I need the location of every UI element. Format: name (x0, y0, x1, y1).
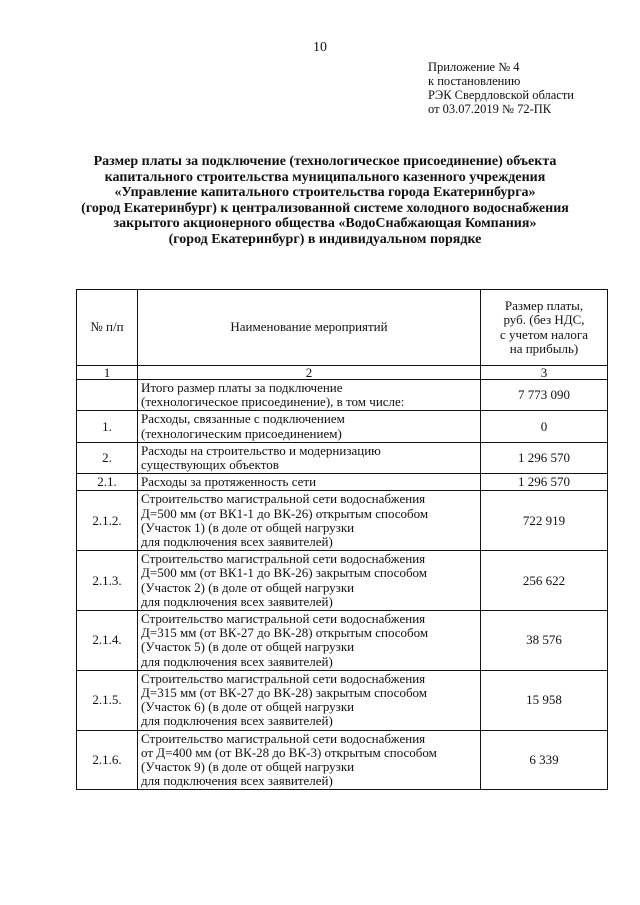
row-number: 2.1. (77, 474, 138, 491)
row-name-line: Д=315 мм (от ВК-27 до ВК-28) открытым способом (141, 625, 429, 641)
row-name (138, 551, 481, 611)
row-name-line: для подключения всех заявителей) (141, 713, 333, 729)
row-amount: 1 296 570 (481, 474, 608, 491)
row-name-line: (Участок 1) (в доле от общей нагрузки (141, 519, 355, 535)
header-amount-line: руб. (без НДС, (503, 312, 585, 328)
row-name-line: Строительство магистральной сети водоснабжения (141, 551, 426, 567)
row-name-line: (Участок 5) (в доле от общей нагрузки (141, 639, 355, 655)
row-name-line: существующих объектов (141, 457, 279, 473)
row-amount: 7 773 090 (481, 380, 608, 411)
title-line: (город Екатеринбург) к централизованной системе холодного водоснабжения (81, 200, 569, 216)
row-name (138, 380, 481, 411)
column-number: 2 (138, 366, 481, 380)
row-number: 2.1.3. (77, 551, 138, 611)
table-row (77, 442, 608, 473)
header-amount-line: на прибыль) (509, 340, 579, 356)
row-name (138, 411, 481, 442)
row-name-line: Строительство магистральной сети водоснабжения (141, 491, 426, 507)
column-number: 3 (481, 366, 608, 380)
row-name-line: (технологическое присоединение), в том числе: (141, 394, 405, 410)
header-num: № п/п (77, 290, 138, 366)
table-header-row (77, 290, 608, 366)
title-line: «Управление капитального строительства города Екатеринбурга» (114, 185, 536, 201)
row-name (138, 474, 481, 491)
document-title (40, 154, 610, 248)
row-name-line: для подключения всех заявителей) (141, 534, 333, 550)
row-name-line: Строительство магистральной сети водоснабжения (141, 670, 426, 686)
row-number: 2.1.2. (77, 491, 138, 551)
row-amount: 38 576 (481, 611, 608, 671)
row-name-line: (Участок 9) (в доле от общей нагрузки (141, 759, 355, 775)
header-amount (481, 290, 608, 366)
table-row (77, 551, 608, 611)
table-row (77, 730, 608, 790)
row-number: 1. (77, 411, 138, 442)
row-name-line: для подключения всех заявителей) (141, 593, 333, 609)
row-name-line: Расходы, связанные с подключением (141, 411, 345, 427)
row-name (138, 611, 481, 671)
header-name: Наименование мероприятий (138, 290, 481, 366)
appendix-line: РЭК Свердловской области (428, 88, 574, 102)
row-name-line: Расходы на строительство и модернизацию (141, 442, 381, 458)
column-number-row (77, 366, 608, 380)
row-name (138, 491, 481, 551)
row-name-line: Д=500 мм (от ВК1-1 до ВК-26) закрытым способом (141, 565, 428, 581)
row-name-line: Д=500 мм (от ВК1-1 до ВК-26) открытым способом (141, 505, 429, 521)
table-row (77, 670, 608, 730)
title-line: закрытого акционерного общества «ВодоСнабжающая Компания» (113, 216, 537, 232)
row-name-line: Д=315 мм (от ВК-27 до ВК-28) закрытым способом (141, 685, 428, 701)
row-amount: 6 339 (481, 730, 608, 790)
appendix-note (428, 60, 628, 116)
row-name-line: (технологическим присоединением) (141, 425, 342, 441)
title-line: (город Екатеринбург) в индивидуальном порядке (168, 231, 482, 247)
row-name-line: Итого размер платы за подключение (141, 380, 343, 395)
row-name-line: (Участок 6) (в доле от общей нагрузки (141, 699, 355, 715)
row-number: 2.1.4. (77, 611, 138, 671)
header-amount-line: Размер платы, (504, 298, 584, 314)
row-name-line: Строительство магистральной сети водоснабжения (141, 730, 426, 746)
table-row (77, 411, 608, 442)
row-name-line: для подключения всех заявителей) (141, 773, 333, 789)
table-row (77, 611, 608, 671)
row-name (138, 670, 481, 730)
title-line: капитального строительства муниципального казенного учреждения (104, 169, 546, 185)
row-amount: 0 (481, 411, 608, 442)
row-name-line: (Участок 2) (в доле от общей нагрузки (141, 579, 355, 595)
appendix-line: Приложение № 4 (428, 60, 520, 74)
row-number (77, 380, 138, 411)
table-row (77, 380, 608, 411)
fee-table (76, 289, 608, 790)
row-number: 2. (77, 442, 138, 473)
header-amount-line: с учетом налога (500, 326, 588, 342)
table-row (77, 474, 608, 491)
table-row (77, 491, 608, 551)
row-name-line: Строительство магистральной сети водоснабжения (141, 611, 426, 627)
row-name-line: Расходы за протяженность сети (141, 474, 317, 490)
row-name-line: от Д=400 мм (от ВК-28 до ВК-3) открытым способом (141, 744, 437, 760)
row-name-line: для подключения всех заявителей) (141, 653, 333, 669)
row-name (138, 730, 481, 790)
row-number: 2.1.5. (77, 670, 138, 730)
row-number: 2.1.6. (77, 730, 138, 790)
row-amount: 256 622 (481, 551, 608, 611)
page-number: 10 (313, 40, 327, 55)
appendix-line: от 03.07.2019 № 72-ПК (428, 102, 552, 116)
column-number: 1 (77, 366, 138, 380)
row-amount: 722 919 (481, 491, 608, 551)
row-name (138, 442, 481, 473)
appendix-line: к постановлению (428, 74, 521, 88)
title-line: Размер платы за подключение (технологическое присоединение) объекта (93, 154, 557, 169)
row-amount: 1 296 570 (481, 442, 608, 473)
row-amount: 15 958 (481, 670, 608, 730)
